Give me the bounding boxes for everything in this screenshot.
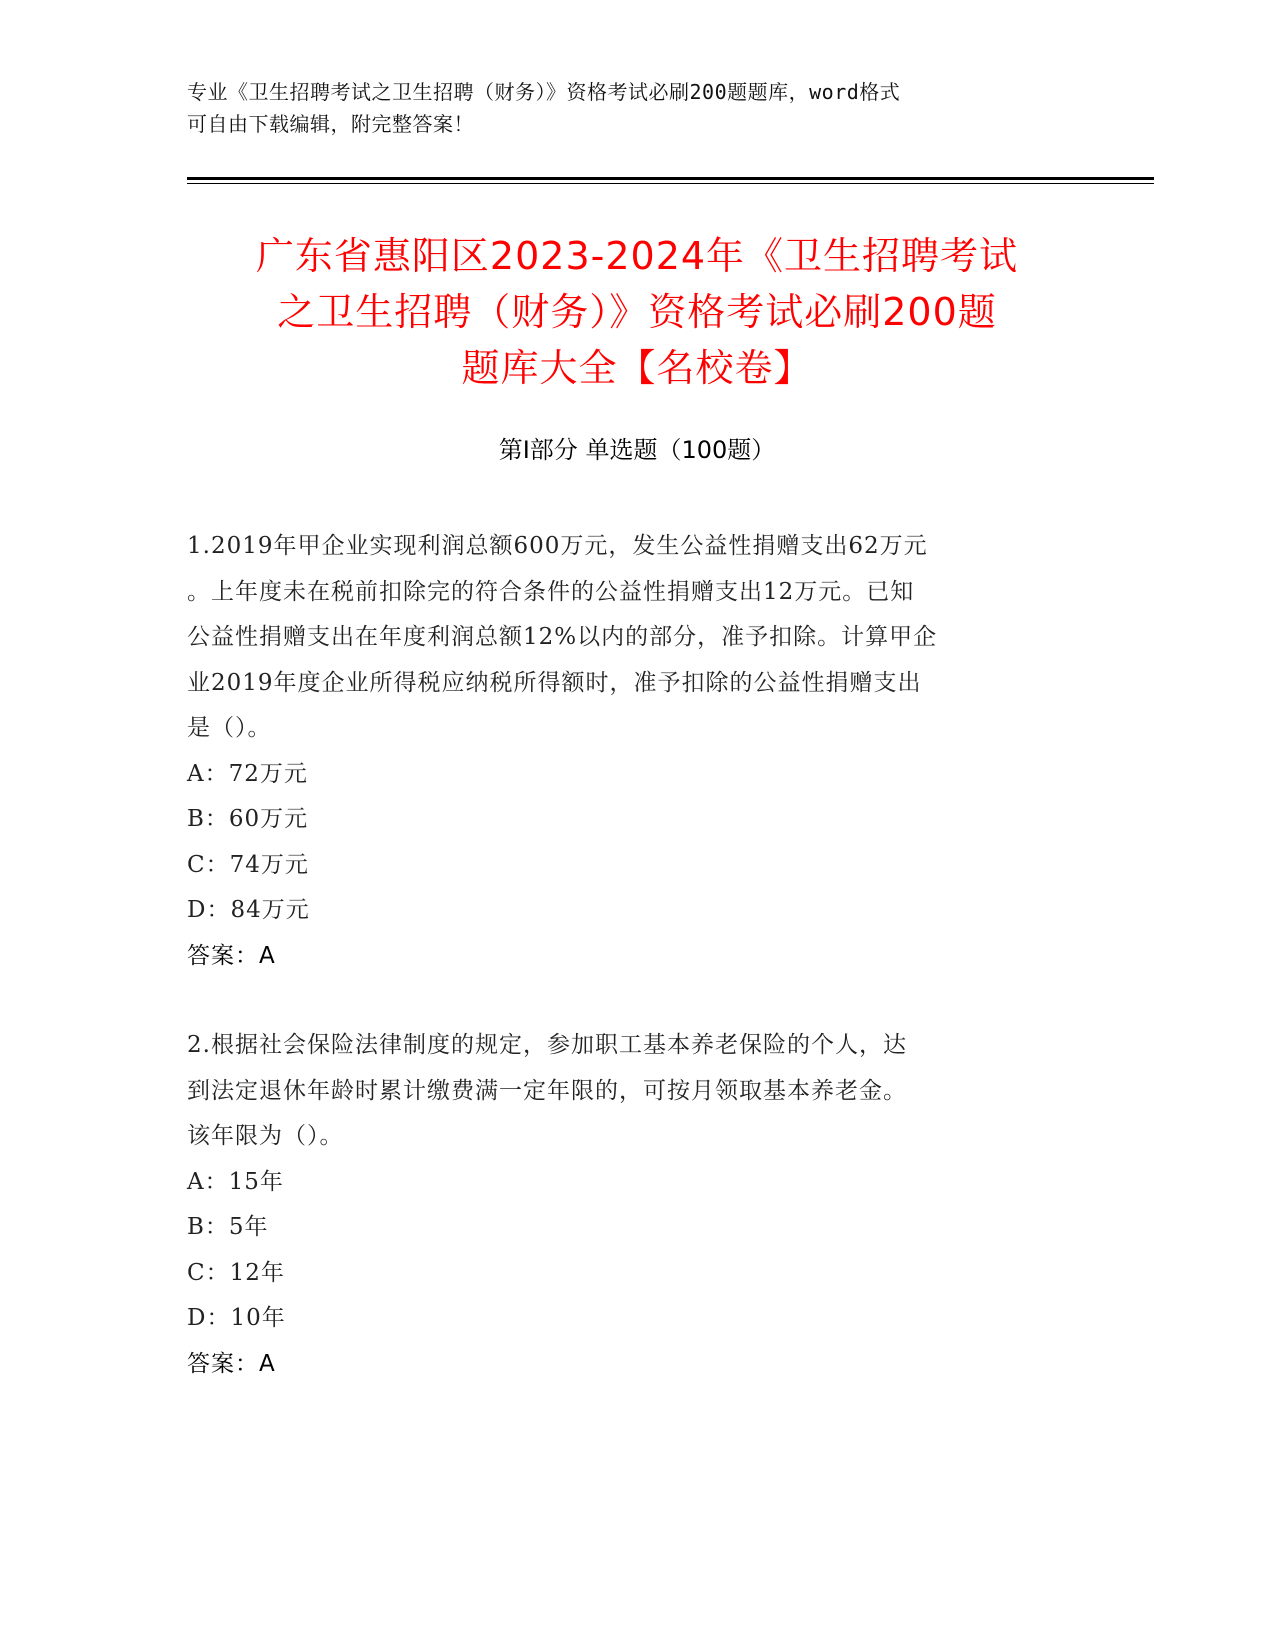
header-rule-thin bbox=[187, 183, 1154, 184]
header-note-line-1: 专业《卫生招聘考试之卫生招聘（财务）》资格考试必刷200题题库，word格式 bbox=[187, 80, 901, 104]
option-d: D：10年 bbox=[187, 1305, 286, 1331]
option-a: A：15年 bbox=[187, 1168, 284, 1195]
question-stem-line: 2.根据社会保险法律制度的规定，参加职工基本养老保险的个人，达 bbox=[187, 1032, 907, 1058]
question-stem-line: 公益性捐赠支出在年度利润总额12%以内的部分，准予扣除。计算甲企 bbox=[187, 624, 938, 650]
option-a: A：72万元 bbox=[187, 760, 308, 787]
header-note-line-2: 可自由下载编辑，附完整答案！ bbox=[187, 112, 474, 136]
option-b: B：5年 bbox=[187, 1214, 269, 1240]
question-1 bbox=[187, 524, 1087, 979]
title-line-2: 之卫生招聘（财务）》资格考试必刷200题 bbox=[277, 290, 997, 334]
question-stem-line: 是（）。 bbox=[187, 715, 272, 741]
answer-line: 答案：A bbox=[187, 1350, 276, 1377]
question-stem-line: 该年限为（）。 bbox=[187, 1123, 344, 1149]
header-note bbox=[187, 76, 1067, 140]
option-c: C：12年 bbox=[187, 1259, 285, 1286]
question-stem-line: 。上年度未在税前扣除完的符合条件的公益性捐赠支出12万元。已知 bbox=[187, 578, 915, 605]
document-title bbox=[187, 228, 1087, 396]
title-line-1: 广东省惠阳区2023-2024年《卫生招聘考试 bbox=[255, 234, 1019, 278]
header-rule-thick bbox=[187, 177, 1154, 180]
question-stem-line: 1.2019年甲企业实现利润总额600万元，发生公益性捐赠支出62万元 bbox=[187, 533, 928, 559]
option-b: B：60万元 bbox=[187, 806, 309, 832]
option-c: C：74万元 bbox=[187, 851, 309, 878]
title-line-3: 题库大全【名校卷】 bbox=[461, 346, 813, 390]
answer-line: 答案：A bbox=[187, 942, 276, 969]
question-stem-line: 到法定退休年龄时累计缴费满一定年限的，可按月领取基本养老金。 bbox=[187, 1077, 907, 1104]
question-2 bbox=[187, 1023, 1087, 1387]
option-d: D：84万元 bbox=[187, 897, 310, 923]
question-stem-line: 业2019年度企业所得税应纳税所得额时，准予扣除的公益性捐赠支出 bbox=[187, 669, 922, 696]
section-heading: 第I部分 单选题（100题） bbox=[498, 436, 776, 464]
